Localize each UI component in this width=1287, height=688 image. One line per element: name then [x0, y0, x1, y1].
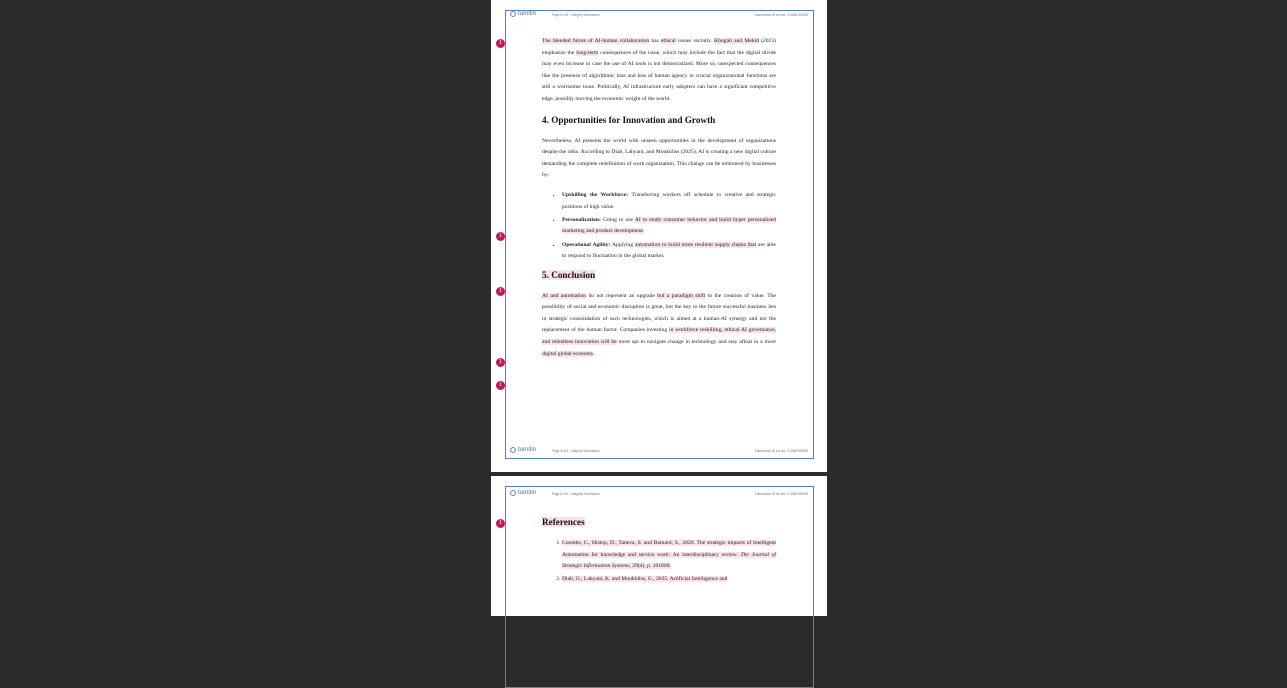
page-header: [510, 11, 808, 19]
page-header: [510, 490, 808, 498]
match-flag-icon[interactable]: 1: [496, 287, 505, 296]
section-5-title: [542, 269, 776, 281]
match-highlight[interactable]: digital global economy: [542, 350, 594, 357]
match-highlight[interactable]: The blended future of AI-human collaboration: [542, 38, 650, 44]
turnitin-logo-icon: [510, 490, 516, 496]
bullet-title: Upskilling the Workforce:: [562, 191, 629, 198]
logo-text: turnitin: [518, 490, 537, 496]
reference-item: [562, 538, 776, 573]
page-body: [542, 36, 776, 360]
match-highlight[interactable]: References: [542, 517, 585, 527]
reference-list: [542, 538, 776, 586]
match-flag-icon[interactable]: 1: [496, 358, 505, 367]
turnitin-logo: [510, 447, 536, 453]
match-highlight[interactable]: AI to study consumer behavior and build hyper personalized marketing and product development: [562, 216, 776, 235]
match-highlight[interactable]: Diab, O., Lahyani, K. and Moukhliss, G., 2025. Artificial Intelligence and: [562, 576, 728, 583]
page-label: Page 5 of 6 - Integrity Submission: [552, 13, 600, 17]
submission-id: Submission ID trn:oid:::1:3566780928: [754, 449, 808, 453]
submission-id: Submission ID trn:oid:::1:3566780928: [754, 492, 808, 496]
match-flag-icon[interactable]: 1: [496, 381, 505, 390]
logo-text: turnitin: [518, 11, 537, 17]
match-highlight[interactable]: AI and automation: [542, 292, 587, 299]
bullet-title: Personalization:: [562, 216, 601, 223]
turnitin-logo-icon: [510, 447, 516, 453]
match-flag-icon[interactable]: 1: [496, 232, 505, 241]
document-page-6: [491, 476, 827, 616]
page-label: Page 6 of 6 - Integrity Submission: [552, 492, 600, 496]
document-page-5: [491, 0, 827, 472]
match-flag-icon[interactable]: 1: [496, 519, 505, 528]
text-run: do not represent an upgrade: [586, 292, 658, 299]
text-run: .: [642, 228, 645, 235]
logo-text: turnitin: [518, 447, 537, 453]
text-run: , 29(4), p. 101600.: [629, 563, 671, 570]
list-item: [562, 240, 776, 263]
journal-title: The Journal of Strategic Information Systems: [562, 551, 776, 570]
turnitin-logo-icon: [510, 11, 516, 17]
text-run: (2023) emphasize the: [542, 38, 777, 56]
match-highlight[interactable]: in workforce reskilling, ethical AI governance, and relentless innovation will be: [542, 327, 776, 346]
text-run: issues socially.: [675, 38, 715, 44]
section-4-title: 4. Opportunities for Innovation and Growth: [542, 114, 716, 125]
submission-id: Submission ID trn:oid:::1:3566780928: [754, 13, 808, 17]
match-highlight[interactable]: 5. Conclusion: [542, 269, 596, 280]
page-footer: [510, 447, 808, 455]
text-run: Transferring workers off schedule to creative and strategic positions of high value.: [562, 191, 776, 210]
text-run: are able to respond to fluctuation in the global market.: [562, 241, 776, 260]
match-highlight[interactable]: automation to build more resilient supply chains that: [635, 241, 757, 248]
text-run: Going to use: [600, 216, 635, 223]
text-run: more apt to navigate change in technology and stay afloat in a more: [616, 339, 776, 346]
references-title: [542, 516, 776, 528]
page-label: Page 5 of 6 - Integrity Submission: [552, 449, 600, 453]
text-run: to the creation of value. The possibility of social and economic disruption is great, but the key to the future successful business lies in strategic consolidation of such technologies, which is aimed at a human-AI synergy and not the replacement of the human factor. Companies investing: [542, 292, 776, 334]
list-item: [562, 215, 776, 238]
text-run: Applying: [610, 241, 636, 248]
match-flag-icon[interactable]: 1: [496, 39, 505, 48]
list-item: [562, 190, 776, 213]
section-4-paragraph: Nevertheless, AI presents the world with unseen opportunities in the development of organizations despite the risks. According to Diab, Lahyani, and Moukhliss (2025), AI is creating a new digital culture demanding the complete redefinition of work organization. This change can be embraced by businesses by:: [542, 137, 776, 179]
bullet-title: Operational Agility:: [562, 241, 611, 248]
match-highlight[interactable]: [562, 540, 776, 569]
match-highlight[interactable]: ethical: [660, 38, 676, 44]
text-run: has: [649, 38, 661, 44]
match-highlight[interactable]: Khogali and Mekid: [714, 38, 759, 44]
match-highlight[interactable]: long-term: [576, 49, 599, 56]
opportunity-list: [542, 190, 776, 263]
intro-paragraph: [542, 36, 776, 106]
text-run: .: [593, 350, 595, 357]
text-run: consequences of the issue, which may include the fact that the digital divide may even increase in case the use of AI tools is not democratized. More so, unexpected consequences like the presence of algorithmic bias and loss of human agency in crucial organizational functions are still a worrisome issue. Politically, AI infrastructure early adopters can have a significant competitive edge, possibly moving the economic weight of the world.: [542, 49, 776, 102]
turnitin-logo: [510, 490, 536, 496]
text-run: Coombs, C., Hislop, D., Taneva, S. and Barnard, S., 2020. The strategic impacts of Intelligent Automation for knowledge and service work: An interdisciplinary review.: [562, 540, 776, 558]
turnitin-logo: [510, 11, 536, 17]
match-highlight[interactable]: but a paradigm shift: [657, 292, 706, 299]
conclusion-paragraph: [542, 291, 776, 361]
page-body: [542, 516, 776, 588]
reference-item: [562, 574, 776, 586]
